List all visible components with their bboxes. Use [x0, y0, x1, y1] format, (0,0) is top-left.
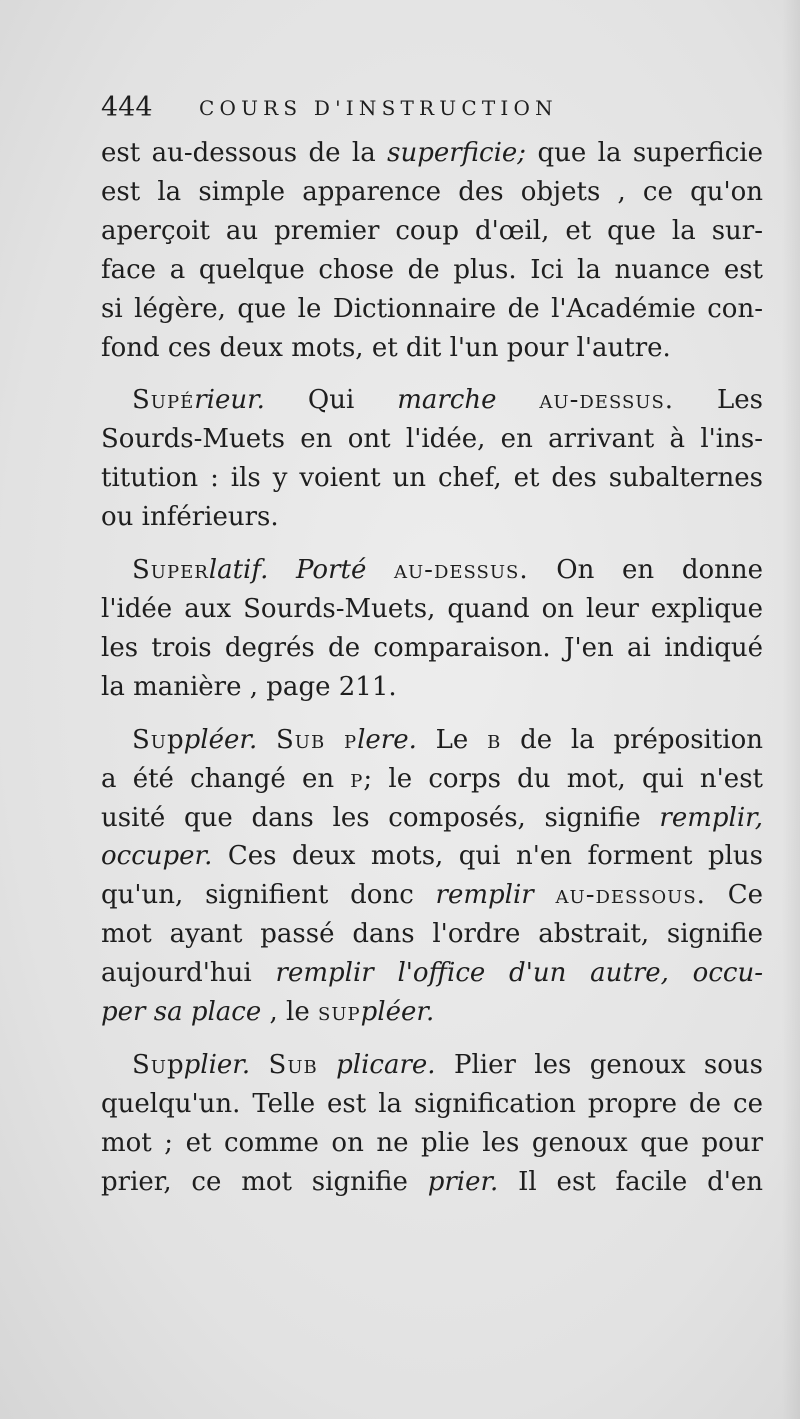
text-run: la manière , page 211. — [101, 671, 397, 702]
text-line — [101, 1046, 763, 1085]
text-run: si légère, que le Dictionnaire de l'Académie con- — [101, 293, 763, 324]
small-caps-text: sup — [318, 997, 361, 1028]
small-caps-text: Super — [132, 555, 209, 586]
page-number: 444 — [101, 92, 153, 123]
text-line — [101, 459, 763, 498]
text-run — [496, 385, 539, 415]
text-run: ou inférieurs. — [101, 502, 279, 533]
page-header — [101, 92, 701, 132]
text-run: qu'un, signifient donc — [101, 880, 436, 911]
text-line — [101, 1163, 763, 1202]
text-line — [101, 381, 763, 420]
text-run: prier, ce mot signifie — [101, 1166, 428, 1197]
text-run: usité que dans les composés, signifie — [101, 802, 660, 833]
text-line — [101, 721, 763, 760]
text-run: quelqu'un. Telle est la signification propre de ce — [101, 1088, 763, 1119]
text-line — [101, 760, 763, 799]
paragraph-gap — [101, 367, 763, 381]
small-caps-text: au-dessus. — [539, 385, 675, 416]
text-run: p — [166, 1049, 184, 1080]
italic-text: lere. — [357, 724, 417, 755]
paragraph-gap — [101, 537, 763, 551]
text-line — [101, 668, 763, 707]
text-line — [101, 212, 763, 251]
small-caps-text: au-dessus. — [394, 555, 529, 586]
text-run: mot ayant passé dans l'ordre abstrait, signifie — [101, 919, 763, 950]
text-line — [101, 993, 763, 1032]
text-line — [101, 551, 763, 590]
text-run: Ce — [705, 880, 764, 911]
page-edge-shadow — [782, 0, 800, 1419]
body-text — [101, 134, 763, 1202]
text-line — [101, 420, 763, 459]
text-run — [325, 725, 344, 755]
italic-text: remplir — [435, 880, 534, 911]
italic-text: pléer. — [360, 997, 435, 1028]
running-head: COURS D'INSTRUCTION — [199, 96, 558, 120]
text-run: que la superficie — [526, 138, 763, 168]
italic-text: occuper. — [101, 841, 213, 872]
italic-text: plicare. — [336, 1049, 436, 1080]
text-line — [101, 1124, 763, 1163]
paragraph-gap — [101, 707, 763, 721]
text-run: fond ces deux mots, et dit l'un pour l'autre. — [101, 332, 671, 363]
text-run: On en donne — [528, 555, 763, 586]
text-run: est au-dessous de la — [101, 138, 388, 168]
italic-text: per sa place — [101, 997, 262, 1028]
text-run: face a quelque chose de plus. Ici la nuance est — [101, 254, 763, 285]
small-caps-text: p — [350, 763, 364, 794]
text-run: p — [166, 724, 184, 755]
text-line — [101, 590, 763, 629]
small-caps-text: Sub — [275, 724, 326, 755]
text-line — [101, 134, 763, 173]
text-line — [101, 799, 763, 838]
text-run: , le — [261, 997, 319, 1028]
text-run: Le — [416, 724, 488, 755]
text-run — [366, 555, 394, 585]
text-line — [101, 290, 763, 329]
text-run: les trois degrés de comparaison. J'en ai indiqué — [101, 632, 763, 663]
text-run: Plier les genoux sous — [435, 1049, 764, 1080]
text-run: Qui — [264, 385, 398, 416]
text-line — [101, 251, 763, 290]
italic-text: marche — [397, 385, 497, 416]
text-run: est la simple apparence des objets , ce qu'on — [101, 176, 763, 207]
text-line — [101, 329, 763, 368]
text-run: Sourds-Muets en ont l'idée, en arrivant à l'ins- — [101, 424, 763, 455]
small-caps-text: Su — [132, 1049, 167, 1080]
text-line — [101, 629, 763, 668]
text-run — [250, 1050, 268, 1080]
text-run: ; le corps du mot, qui n'est — [363, 763, 763, 794]
text-line — [101, 1085, 763, 1124]
text-run: a été changé en — [101, 763, 351, 794]
italic-text: superficie; — [387, 138, 527, 168]
text-run: l'idée aux Sourds-Muets, quand on leur explique — [101, 593, 763, 624]
italic-text: remplir l'office d'un autre, occu- — [275, 958, 763, 989]
small-caps-text: b — [487, 724, 502, 755]
text-run — [257, 725, 276, 755]
italic-text: latif. Porté — [208, 555, 367, 586]
small-caps-text: Supé — [132, 385, 195, 416]
text-run: aujourd'hui — [101, 958, 276, 989]
text-run: titution : ils y voient un chef, et des subalternes — [101, 463, 763, 494]
text-run — [534, 880, 556, 910]
italic-text: plier. — [183, 1049, 251, 1080]
text-line — [101, 498, 763, 537]
small-caps-text: au-dessous. — [555, 880, 706, 911]
text-run: aperçoit au premier coup d'œil, et que la sur- — [101, 215, 763, 246]
paragraph-gap — [101, 1032, 763, 1046]
text-run: Ces deux mots, qui n'en forment plus — [212, 841, 763, 872]
text-line — [101, 173, 763, 212]
small-caps-text: Su — [132, 724, 167, 755]
italic-text: rieur. — [194, 385, 265, 416]
italic-text: pléer. — [183, 724, 258, 755]
text-line — [101, 837, 763, 876]
text-line — [101, 915, 763, 954]
text-line — [101, 876, 763, 915]
text-line — [101, 954, 763, 993]
small-caps-text: p — [343, 724, 358, 755]
text-run: Il est facile d'en — [498, 1166, 764, 1197]
text-run: mot ; et comme on ne plie les genoux que pour — [101, 1127, 763, 1158]
small-caps-text: Sub — [268, 1049, 318, 1080]
italic-text: remplir, — [659, 802, 763, 833]
italic-text: prier. — [427, 1166, 499, 1197]
text-run — [318, 1050, 336, 1080]
text-run: de la préposition — [501, 724, 764, 755]
text-run: Les — [674, 385, 763, 416]
